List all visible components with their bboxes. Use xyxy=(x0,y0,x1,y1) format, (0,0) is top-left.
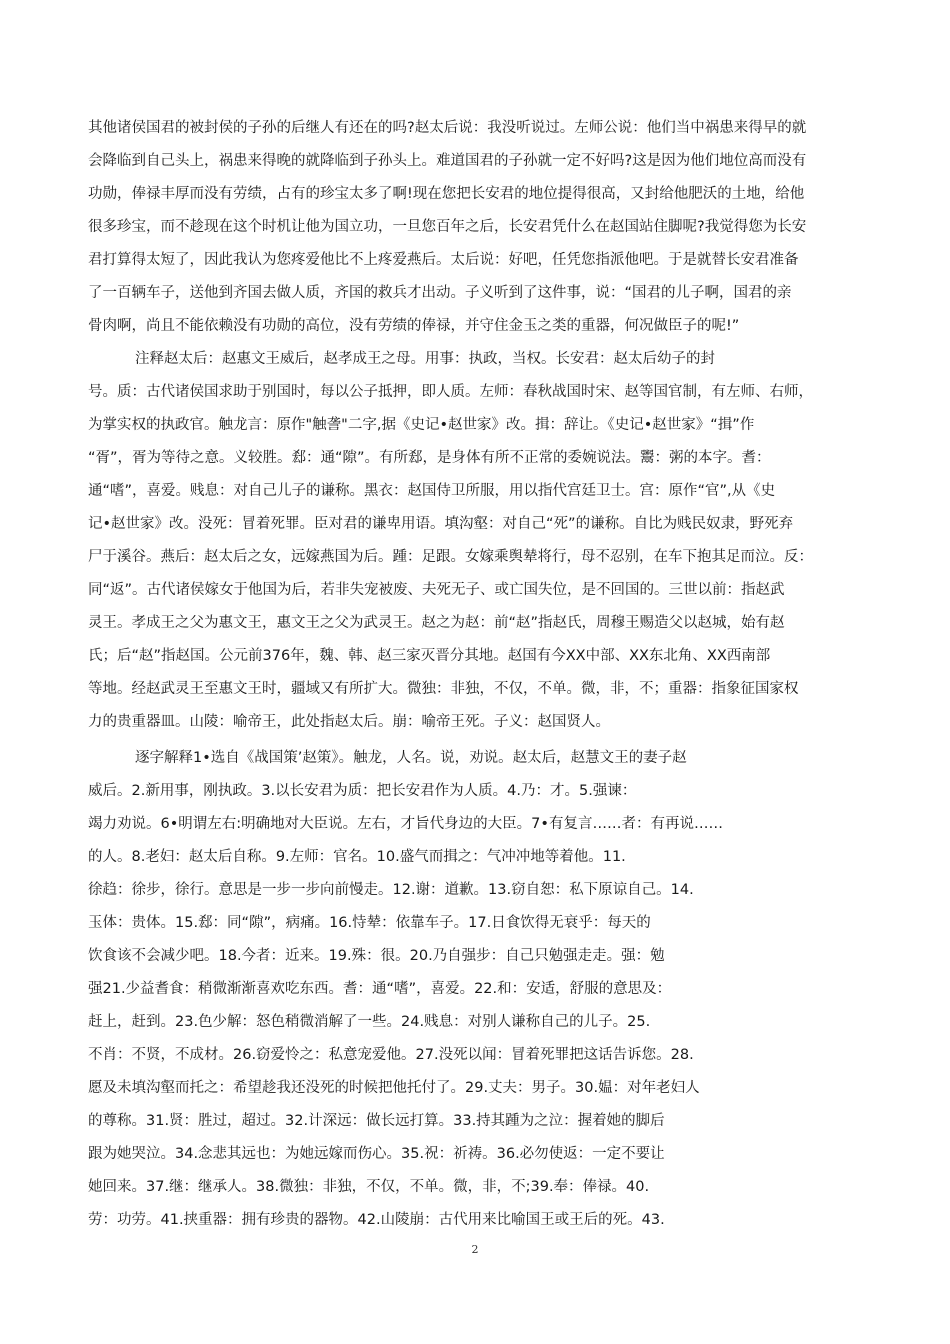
text-line: 注释赵太后：赵惠文王威后，赵孝成王之母。用事：执政，当权。长安君：赵太后幼子的封 xyxy=(135,351,715,367)
text-line: 威后。2.新用事，刚执政。3.以长安君为质：把长安君作为人质。4.乃：才。5.强谏： xyxy=(88,783,637,799)
text-line: 为掌实权的执政官。触龙言：原作"触詟"二字,据《史记•赵世家》改。揖：辞让。《史记•赵世家》“揖”作 xyxy=(88,417,755,433)
text-line: 她回来。37.继：继承人。38.微独：非独，不仅，不单。微，非，不;39.奉：俸禄。40. xyxy=(88,1179,650,1195)
text-line: 强21.少益耆食：稍微渐渐喜欢吃东西。耆：通“嗜”，喜爱。22.和：安适，舒服的意思及： xyxy=(88,981,672,997)
text-line: 记•赵世家》改。没死：冒着死罪。臣对君的谦卑用语。填沟壑：对自己“死”的谦称。自比为贱民奴隶，野死弃 xyxy=(88,516,794,532)
text-line: 会降临到自己头上，祸患来得晚的就降临到子孙头上。难道国君的子孙就一定不好吗?这是因为他们地位高而没有 xyxy=(88,153,807,169)
text-line: 不肖：不贤，不成材。26.窃爱怜之：私意宠爱他。27.没死以闻：冒着死罪把这话告诉您。28. xyxy=(88,1047,694,1063)
text-line: “胥”，胥为等待之意。义较胜。郄：通“隙”。有所郄，是身体有所不正常的委婉说法。鬻：粥的本字。耆： xyxy=(88,450,771,466)
text-line: 力的贵重器皿。山陵：喻帝王，此处指赵太后。崩：喻帝王死。子义：赵国贤人。 xyxy=(88,714,610,730)
text-line: 灵王。孝成王之父为惠文王，惠文王之父为武灵王。赵之为赵：前“赵”指赵氏，周穆王赐造父以赵城，始有赵 xyxy=(88,615,785,631)
text-line: 骨肉啊，尚且不能依赖没有功勋的高位，没有劳绩的俸禄，并守住金玉之类的重器，何况做臣子的呢!” xyxy=(88,318,740,334)
text-line: 通“嗜”，喜爱。贱息：对自己儿子的谦称。黑衣：赵国侍卫所服，用以指代宫廷卫士。宫：原作“官”,从《史 xyxy=(88,483,776,499)
text-line: 逐字解释1•选自《战国策’赵策》。触龙，人名。说，劝说。赵太后，赵慧文王的妻子赵 xyxy=(135,750,687,766)
text-line: 同“返”。古代诸侯嫁女于他国为后，若非失宠被废、夫死无子、或亡国失位，是不回国的。三世以前：指赵武 xyxy=(88,582,785,598)
page-number: 2 xyxy=(471,1243,479,1256)
text-line: 愿及未填沟壑而托之：希望趁我还没死的时候把他托付了。29.丈夫：男子。30.媪：对年老妇人 xyxy=(88,1080,700,1096)
text-line: 的尊称。31.贤：胜过，超过。32.计深远：做长远打算。33.持其踵为之泣：握着她的脚后 xyxy=(88,1113,665,1129)
text-line: 功勋，俸禄丰厚而没有劳绩，占有的珍宝太多了啊!现在您把长安君的地位提得很高，又封给他肥沃的土地，给他 xyxy=(88,186,805,202)
text-line: 其他诸侯国君的被封侯的子孙的后继人有还在的吗?赵太后说：我没听说过。左师公说：他们当中祸患来得早的就 xyxy=(88,120,807,136)
text-line: 劳：功劳。41.挟重器：拥有珍贵的器物。42.山陵崩：古代用来比喻国王或王后的死。43. xyxy=(88,1212,665,1228)
text-line: 赶上，赶到。23.色少解：怒色稍微消解了一些。24.贱息：对别人谦称自己的儿子。25. xyxy=(88,1014,651,1030)
text-line: 竭力劝说。6•明谓左右:明确地对大臣说。左右，才旨代身边的大臣。7•有复言……者：有再说…… xyxy=(88,816,723,832)
text-line: 徐趋：徐步，徐行。意思是一步一步向前慢走。12.谢：道歉。13.窃自恕：私下原谅自己。14. xyxy=(88,882,694,898)
text-line: 跟为她哭泣。34.念悲其远也：为她远嫁而伤心。35.祝：祈祷。36.必勿使返：一定不要让 xyxy=(88,1146,665,1162)
text-line: 饮食该不会减少吧。18.今者：近来。19.殊：很。20.乃自强步：自己只勉强走走。强：勉 xyxy=(88,948,665,964)
text-line: 尸于溪谷。燕后：赵太后之女，远嫁燕国为后。踵：足跟。女嫁乘舆辇将行，母不忍别，在车下抱其足而泣。反： xyxy=(88,549,813,565)
text-line: 玉体：贵体。15.郄：同“隙”，病痛。16.恃辇：依靠车子。17.日食饮得无衰乎：每天的 xyxy=(88,915,651,931)
text-line: 的人。8.老妇：赵太后自称。9.左师：官名。10.盛气而揖之：气冲冲地等着他。11. xyxy=(88,849,626,865)
text-line: 了一百辆车子，送他到齐国去做人质，齐国的救兵才出动。子义听到了这件事，说：“国君的儿子啊，国君的亲 xyxy=(88,285,792,301)
text-line: 号。质：古代诸侯国求助于别国时，每以公子抵押，即人质。左师：春秋战国时宋、赵等国官制，有左师、右师， xyxy=(88,384,813,400)
text-line: 等地。经赵武灵王至惠文王时，疆域又有所扩大。微独：非独，不仅，不单。微，非，不；重器：指象征国家权 xyxy=(88,681,799,697)
text-line: 君打算得太短了，因此我认为您疼爱他比不上疼爱燕后。太后说：好吧，任凭您指派他吧。于是就替长安君准备 xyxy=(88,252,799,268)
text-line: 氏；后“赵”指赵国。公元前376年，魏、韩、赵三家灭晋分其地。赵国有今XX中部、XX东北角、XX西南部 xyxy=(88,648,771,664)
text-line: 很多珍宝，而不趁现在这个时机让他为国立功，一旦您百年之后，长安君凭什么在赵国站住脚呢?我觉得您为长安 xyxy=(88,219,807,235)
